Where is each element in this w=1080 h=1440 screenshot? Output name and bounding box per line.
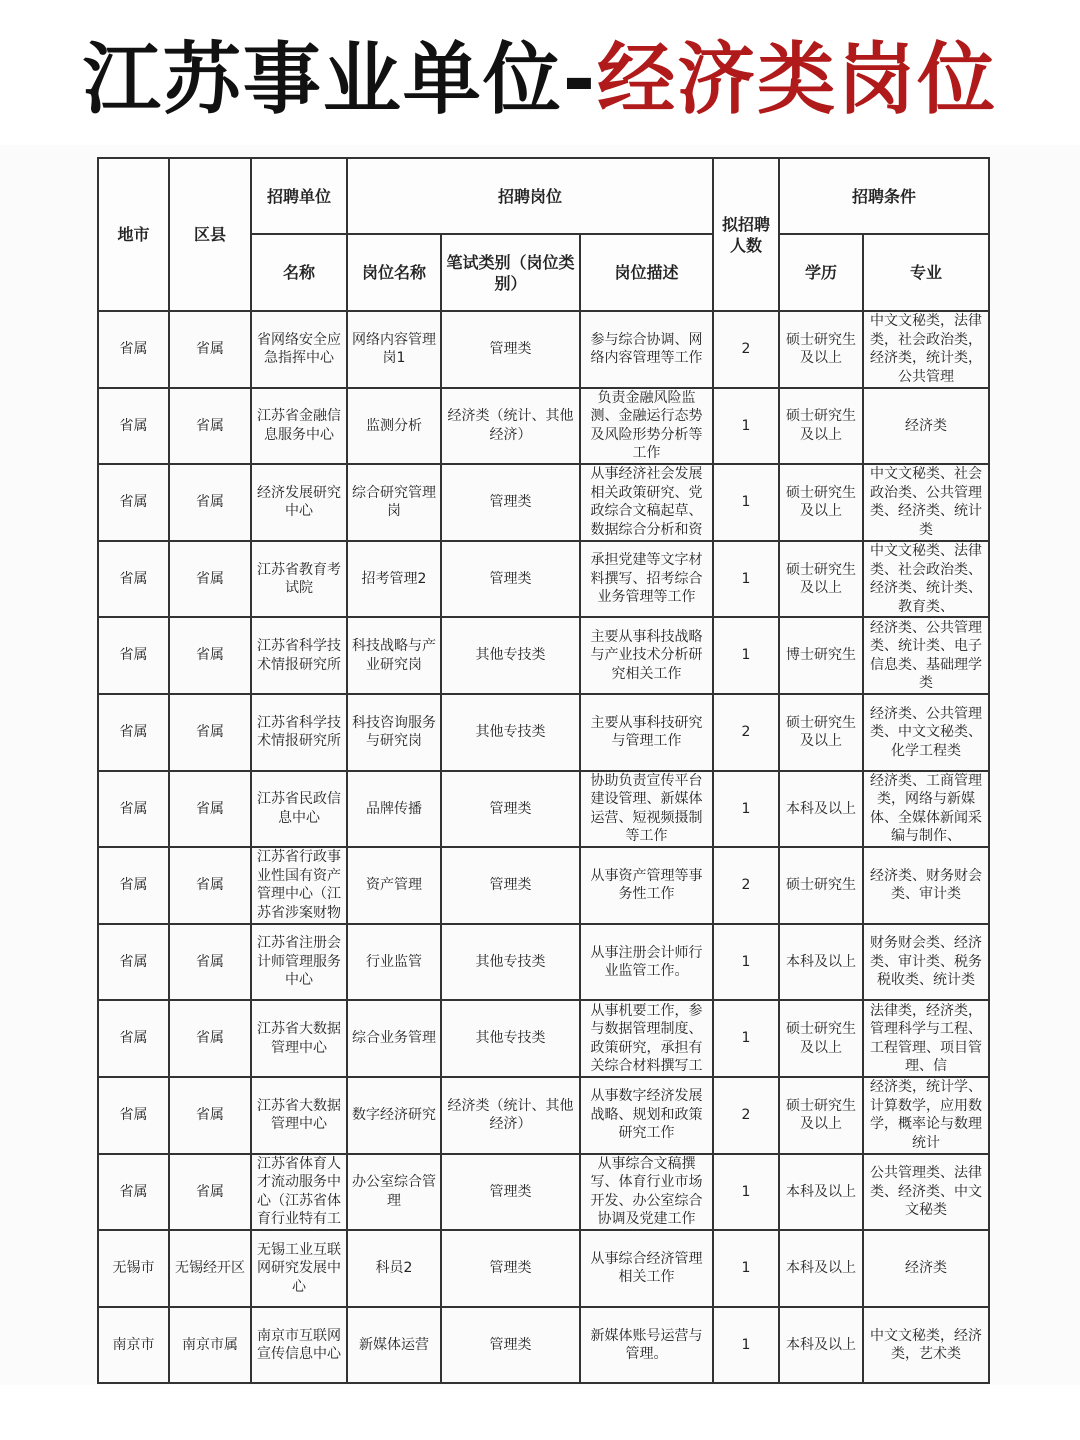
cell-exam-type: 管理类 [489,1260,532,1277]
cell-city: 无锡市 [112,1260,155,1277]
cell-exam-type: 管理类 [489,800,532,817]
cell-education: 本科及以上 [786,1336,857,1353]
cell-desc: 从事注册会计师行业监管工作。 [590,944,703,980]
cell-major: 经济类 [905,417,948,434]
cell-post: 资产管理 [366,877,422,894]
cell-major: 经济类 [905,1260,948,1277]
cell-desc: 负责金融风险监测、金融运行态势及风险形势分析等工作 [590,389,703,462]
cell-exam-type: 管理类 [489,877,532,894]
cell-unit: 无锡工业互联网研究发展中心 [257,1241,341,1295]
cell-major: 中文文秘类、社会政治类、公共管理类、经济类、统计类 [870,466,983,538]
cell-desc: 从事机要工作，参与数据管理制度、政策研究，承担有关综合材料撰写工 [590,1002,703,1075]
cell-major: 经济类、公共管理类、中文文秘类、化学工程类 [870,705,983,759]
cell-education: 本科及以上 [786,953,857,970]
cell-city: 省属 [119,800,148,817]
cell-major: 经济类、财务财会类、审计类 [870,867,983,903]
cell-desc: 承担党建等文字材料撰写、招考综合业务管理等工作 [590,552,703,606]
cell-post: 综合研究管理岗 [352,484,436,520]
cell-district: 省属 [196,800,224,817]
cell-desc: 参与综合协调、网络内容管理等工作 [590,331,703,367]
cell-post: 品牌传播 [366,800,422,817]
cell-unit: 江苏省科学技术情报研究所 [257,638,341,673]
cell-desc: 从事数字经济发展战略、规划和政策研究工作 [590,1088,703,1142]
cell-exam-type: 管理类 [489,494,532,511]
header-exam-type: 笔试类别（岗位类别） [441,234,580,311]
table-row [98,388,989,465]
cell-major: 经济类、公共管理类、统计类、电子信息类、基础理学类 [870,619,983,692]
cell-exam-type: 管理类 [489,570,532,587]
cell-exam-type: 经济类（统计、其他经济） [447,408,574,443]
table-row [98,771,989,848]
cell-unit: 江苏省大数据管理中心 [257,1021,341,1056]
cell-major: 公共管理类、法律类、经济类、中文文秘类 [870,1165,983,1219]
cell-count: 1 [741,494,751,511]
cell-education: 硕士研究生及以上 [786,484,857,520]
cell-district: 省属 [196,877,224,894]
cell-count: 2 [741,341,751,358]
cell-exam-type: 管理类 [489,1336,532,1353]
header-unit-group: 招聘单位 [251,158,347,234]
cell-exam-type: 管理类 [489,1183,532,1200]
cell-district: 省属 [196,1183,224,1200]
header-city: 地市 [98,158,169,311]
cell-exam-type: 其他专技类 [475,953,546,970]
cell-post: 科技战略与产业研究岗 [352,638,436,673]
header-post-name: 岗位名称 [347,234,441,311]
cell-post: 新媒体运营 [359,1336,429,1353]
cell-education: 硕士研究生及以上 [786,714,857,750]
title-prefix: 江苏事业单位- [82,35,598,125]
cell-post: 行业监管 [366,953,422,970]
cell-unit: 江苏省大数据管理中心 [257,1097,341,1133]
table-row [98,1000,989,1077]
cell-education: 硕士研究生及以上 [786,408,857,443]
table-row [98,924,989,1001]
cell-desc: 主要从事科技研究与管理工作 [590,714,703,750]
job-table [97,157,990,1384]
job-table-body [98,311,989,1383]
title-highlight: 经济类岗位 [597,35,998,125]
cell-count: 1 [741,800,751,817]
cell-count: 1 [741,570,751,587]
cell-city: 省属 [119,417,148,434]
cell-major: 经济类，统计学、计算数学，应用数学，概率论与数理统计 [870,1079,983,1151]
cell-district: 省属 [196,1030,224,1047]
cell-major: 法律类，经济类，管理科学与工程、工程管理、项目管理、信 [870,1002,983,1075]
cell-district: 省属 [196,724,224,741]
header-education: 学历 [779,234,863,311]
table-row [98,1307,989,1384]
header-condition-group: 招聘条件 [779,158,989,234]
header-unit-name: 名称 [251,234,347,311]
cell-education: 本科及以上 [786,800,857,817]
cell-education: 硕士研究生及以上 [786,331,857,367]
table-row [98,847,989,924]
cell-city: 省属 [119,647,148,664]
header-major: 专业 [863,234,989,311]
cell-city: 省属 [119,494,148,511]
cell-education: 博士研究生 [786,647,857,664]
cell-count: 1 [741,417,751,434]
cell-unit: 江苏省科学技术情报研究所 [257,714,341,750]
cell-district: 省属 [196,647,224,664]
cell-district: 省属 [196,341,224,358]
header-post-group: 招聘岗位 [347,158,713,234]
cell-city: 省属 [119,724,148,741]
cell-count: 2 [741,1106,751,1123]
cell-city: 省属 [119,877,148,894]
table-row [98,464,989,541]
cell-major: 财务财会类、经济类、审计类、税务税收类、统计类 [870,935,983,989]
cell-district: 省属 [196,570,224,587]
cell-unit: 江苏省教育考试院 [257,561,341,597]
cell-post: 科员2 [375,1260,413,1277]
cell-count: 1 [741,1030,751,1047]
cell-unit: 江苏省注册会计师管理服务中心 [257,935,341,989]
cell-city: 省属 [119,1106,148,1123]
cell-unit: 经济发展研究中心 [257,484,341,520]
header-post-desc: 岗位描述 [580,234,713,311]
cell-major: 中文文秘类，法律类，社会政治类，经济类，统计类，公共管理 [870,313,983,385]
cell-post: 综合业务管理 [352,1030,436,1047]
cell-post: 办公室综合管理 [352,1174,436,1209]
cell-education: 硕士研究生 [786,877,857,894]
cell-post: 网络内容管理岗1 [352,331,436,367]
table-row [98,617,989,694]
cell-count: 1 [741,1260,751,1277]
cell-desc: 从事资产管理等事务性工作 [590,867,703,903]
cell-district: 省属 [196,953,224,970]
cell-city: 省属 [119,1183,148,1200]
header-district: 区县 [169,158,251,311]
cell-desc: 从事综合经济管理相关工作 [590,1250,703,1286]
cell-major: 中文文秘类、法律类、社会政治类、经济类、统计类、教育类、 [870,543,983,615]
table-row [98,1154,989,1231]
cell-unit: 省网络安全应急指挥中心 [257,331,341,367]
cell-district: 省属 [196,1106,224,1123]
cell-post: 监测分析 [366,417,422,434]
cell-unit: 江苏省金融信息服务中心 [257,408,341,443]
cell-exam-type: 其他专技类 [475,724,546,741]
cell-unit: 南京市互联网宣传信息中心 [257,1327,341,1363]
cell-city: 省属 [119,341,148,358]
cell-post: 数字经济研究 [352,1106,436,1123]
cell-post: 招考管理2 [361,570,427,587]
cell-count: 1 [741,1336,751,1353]
table-row [98,1077,989,1154]
header-count: 拟招聘人数 [713,158,779,311]
cell-district: 无锡经开区 [175,1260,245,1277]
cell-major: 中文文秘类，经济类，艺术类 [870,1327,983,1363]
cell-desc: 新媒体账号运营与管理。 [590,1327,703,1363]
cell-education: 硕士研究生及以上 [786,1021,857,1056]
cell-count: 2 [741,877,751,894]
cell-exam-type: 其他专技类 [475,1030,546,1047]
table-row [98,694,989,771]
cell-desc: 主要从事科技战略与产业技术分析研究相关工作 [590,628,703,682]
cell-post: 科技咨询服务与研究岗 [352,714,436,750]
cell-district: 省属 [196,494,224,511]
cell-count: 1 [741,953,751,970]
cell-education: 硕士研究生及以上 [786,1097,857,1133]
cell-city: 省属 [119,570,148,587]
cell-district: 南京市属 [182,1336,238,1353]
cell-education: 硕士研究生及以上 [786,561,857,597]
cell-exam-type: 其他专技类 [475,647,546,664]
cell-exam-type: 经济类（统计、其他经济） [447,1097,574,1133]
page-title [0,30,1080,130]
cell-city: 省属 [119,953,148,970]
cell-district: 省属 [196,417,224,434]
table-row [98,541,989,618]
cell-count: 2 [741,724,751,741]
cell-desc: 从事综合文稿撰写、体育行业市场开发、办公室综合协调及党建工作 [590,1155,703,1228]
cell-city: 省属 [119,1030,148,1047]
table-row [98,1230,989,1307]
cell-education: 本科及以上 [786,1183,857,1200]
cell-desc: 从事经济社会发展相关政策研究、党政综合文稿起草、数据综合分析和资 [590,466,703,538]
table-row [98,311,989,388]
cell-unit: 江苏省民政信息中心 [257,791,341,826]
cell-unit: 江苏省体育人才流动服务中心（江苏省体育行业特有工 [257,1155,341,1228]
cell-count: 1 [741,1183,751,1200]
cell-education: 本科及以上 [786,1260,857,1277]
cell-major: 经济类、工商管理类，网络与新媒体、全媒体新闻采编与制作、 [870,772,983,845]
cell-unit: 江苏省行政事业性国有资产管理中心（江苏省涉案财物 [257,849,341,921]
cell-desc: 协助负责宣传平台建设管理、新媒体运营、短视频摄制等工作 [590,772,703,845]
cell-exam-type: 管理类 [489,341,532,358]
cell-city: 南京市 [112,1336,155,1353]
cell-count: 1 [741,647,751,664]
